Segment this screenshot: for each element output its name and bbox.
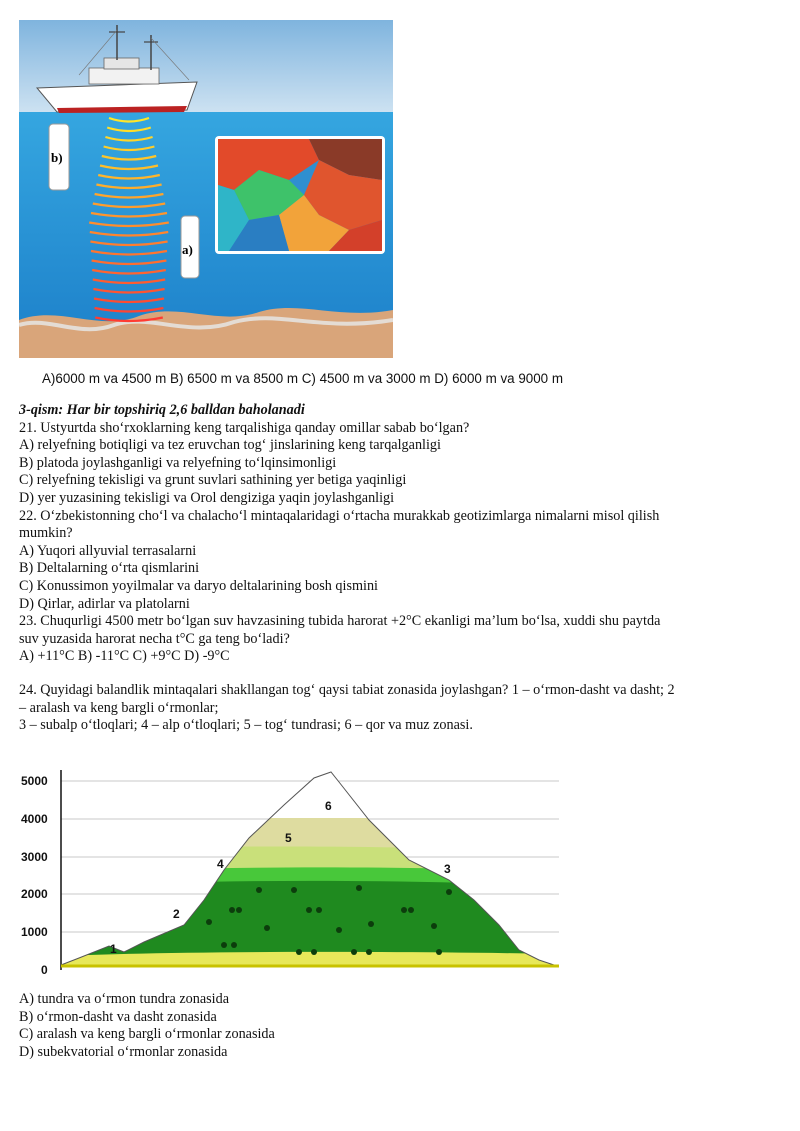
zone-number-6: 6 <box>325 799 332 813</box>
y-tick-5000: 5000 <box>21 774 48 788</box>
q22-option-b: B) Deltalarning o‘rta qismlarini <box>19 560 200 577</box>
label-a-box <box>181 216 199 278</box>
q24-option-a: A) tundra va o‘rmon tundra zonasida <box>19 991 229 1007</box>
label-b-box <box>49 124 69 190</box>
q23-answer-options: A) +11°C B) -11°C C) +9°C D) -9°C <box>19 648 230 665</box>
zone-number-4: 4 <box>217 857 224 871</box>
q24-question-line2: – aralash va keng bargli o‘rmonlar; <box>19 699 219 716</box>
q22-question-line1: 22. O‘zbekistonning cho‘l va chalacho‘l mintaqalaridagi o‘rtacha murakkab geotizimlarga nimalarni misol qilish <box>19 507 660 524</box>
q22-option-d: D) Qirlar, adirlar va platolarni <box>19 595 190 612</box>
bathymetry-map <box>215 136 385 254</box>
label-a: a) <box>182 242 193 257</box>
y-tick-2000: 2000 <box>21 887 48 901</box>
echo-sounder-illustration <box>19 20 393 358</box>
zone-number-2: 2 <box>173 907 180 921</box>
y-tick-3000: 3000 <box>21 850 48 864</box>
q24-option-b: B) o‘rmon-dasht va dasht zonasida <box>19 1008 217 1025</box>
q24-options <box>19 991 759 1061</box>
q21-option-d: D) yer yuzasining tekisligi va Orol dengiziga yaqin joylashganligi <box>19 489 395 506</box>
q24-question-line3: 3 – subalp o‘tloqlari; 4 – alp o‘tloqlari; 5 – tog‘ tundrasi; 6 – qor va muz zonasi. <box>19 717 473 734</box>
q24-option-d: D) subekvatorial o‘rmonlar zonasida <box>19 1043 228 1060</box>
q21-option-b: B) platoda joylashganligi va relyefning to‘lqinsimonligi <box>19 454 337 471</box>
zone-number-5: 5 <box>285 831 292 845</box>
questions-21-23 <box>19 402 759 666</box>
q20-answer-options: A)6000 m va 4500 m B) 6500 m va 8500 m C) 4500 m va 3000 m D) 6000 m va 9000 m <box>42 371 564 386</box>
q24-question-line1: 24. Quyidagi balandlik mintaqalari shakllangan tog‘ qaysi tabiat zonasida joylashgan? 1 – o‘rmon-dasht va dasht; 2 <box>19 682 675 698</box>
altitude-zones-diagram <box>19 760 564 975</box>
q22-option-c: C) Konussimon yoyilmalar va daryo deltalarining bosh qismini <box>19 577 378 594</box>
zone-number-1: 1 <box>110 942 117 956</box>
q23-question-line2: suv yuzasida harorat necha t°C ga teng bo‘ladi? <box>19 630 290 647</box>
q21-question: 21. Ustyurtda sho‘rxoklarning keng tarqalishiga qanday omillar sabab bo‘lgan? <box>19 419 470 436</box>
y-tick-0: 0 <box>41 963 48 975</box>
section-heading: 3-qism: Har bir topshiriq 2,6 balldan baholanadi <box>19 402 305 418</box>
q21-option-a: A) relyefning botiqligi va tez eruvchan tog‘ jinslarining keng tarqalganligi <box>19 437 441 454</box>
q24-option-c: C) aralash va keng bargli o‘rmonlar zonasida <box>19 1026 275 1043</box>
question-24 <box>19 682 759 735</box>
q23-question-line1: 23. Chuqurligi 4500 metr bo‘lgan suv havzasining tubida harorat +2°C ekanligi ma’lum bo‘lsa, xuddi shu paytda <box>19 613 661 630</box>
q22-option-a: A) Yuqori allyuvial terrasalarni <box>19 542 197 559</box>
zone-number-3: 3 <box>444 862 451 876</box>
q22-question-line2: mumkin? <box>19 525 73 542</box>
forest-steppe-zone <box>19 952 564 975</box>
y-tick-4000: 4000 <box>21 812 48 826</box>
y-tick-1000: 1000 <box>21 925 48 939</box>
label-b: b) <box>51 150 63 165</box>
q21-option-c: C) relyefning tekisligi va grunt suvlari sathining yer betiga yaqinligi <box>19 472 407 489</box>
